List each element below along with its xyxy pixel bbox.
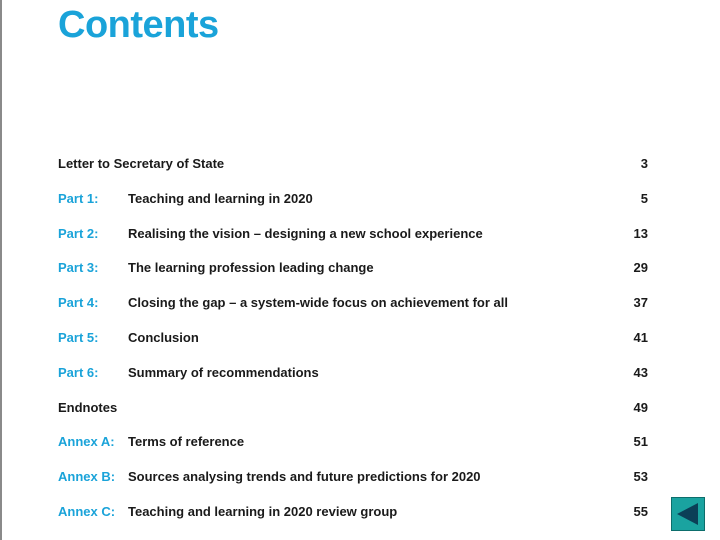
toc-entry-title: Terms of reference xyxy=(128,434,245,450)
toc-entry-page: 5 xyxy=(640,190,648,206)
toc-entry-title: Teaching and learning in 2020 xyxy=(128,190,313,206)
toc-entry-page: 3 xyxy=(640,156,648,171)
toc-entry-label: Annex A: xyxy=(58,434,115,450)
toc-entry-annex-a[interactable] xyxy=(58,430,648,465)
toc-entry-page: 55 xyxy=(633,503,648,519)
toc-entry-part-1[interactable] xyxy=(58,187,648,222)
toc-entry-annex-b[interactable] xyxy=(58,465,648,500)
toc-entry-page: 49 xyxy=(633,399,648,415)
toc-entry-label: Part 3: xyxy=(58,260,99,276)
toc-entry-title: Sources analysing trends and future predictions for 2020 xyxy=(128,469,481,485)
toc-entry-label: Part 6: xyxy=(58,364,99,380)
toc-entry-title: Conclusion xyxy=(128,329,199,345)
toc-entry-letter[interactable] xyxy=(58,152,648,187)
toc-entry-label: Part 4: xyxy=(58,295,99,311)
toc-entry-page: 41 xyxy=(633,329,648,345)
toc-entry-part-4[interactable] xyxy=(58,291,648,326)
toc-entry-title: Summary of recommendations xyxy=(128,364,319,380)
toc-entry-part-2[interactable] xyxy=(58,222,648,257)
toc-entry-page: 37 xyxy=(633,295,648,311)
back-button[interactable] xyxy=(671,497,705,531)
toc-entry-title: Teaching and learning in 2020 review group xyxy=(128,503,398,519)
toc-entry-part-3[interactable] xyxy=(58,256,648,291)
toc-entry-page: 13 xyxy=(633,225,648,241)
toc-entry-page: 43 xyxy=(633,364,648,380)
toc-entry-title: Closing the gap – a system-wide focus on achievement for all xyxy=(128,295,508,311)
page-edge-rule xyxy=(0,0,2,540)
toc-entry-title: The learning profession leading change xyxy=(128,260,374,276)
triangle-left-icon xyxy=(672,498,704,530)
table-of-contents xyxy=(58,152,648,535)
toc-entry-title: Endnotes xyxy=(58,399,118,415)
toc-entry-page: 53 xyxy=(633,469,648,485)
toc-entry-label: Part 1: xyxy=(58,190,99,206)
toc-entry-label: Annex C: xyxy=(58,503,116,519)
toc-entry-title: Letter to Secretary of State xyxy=(58,156,225,171)
toc-entry-page: 51 xyxy=(633,434,648,450)
page-title: Contents xyxy=(58,4,219,46)
toc-entry-part-6[interactable] xyxy=(58,361,648,396)
toc-entry-page: 29 xyxy=(633,260,648,276)
toc-entry-label: Annex B: xyxy=(58,469,116,485)
toc-entry-label: Part 2: xyxy=(58,225,99,241)
toc-entry-label: Part 5: xyxy=(58,329,99,345)
toc-entry-part-5[interactable] xyxy=(58,326,648,361)
toc-entry-title: Realising the vision – designing a new school experience xyxy=(128,225,483,241)
toc-entry-endnotes[interactable] xyxy=(58,396,648,431)
toc-entry-annex-c[interactable] xyxy=(58,500,648,535)
